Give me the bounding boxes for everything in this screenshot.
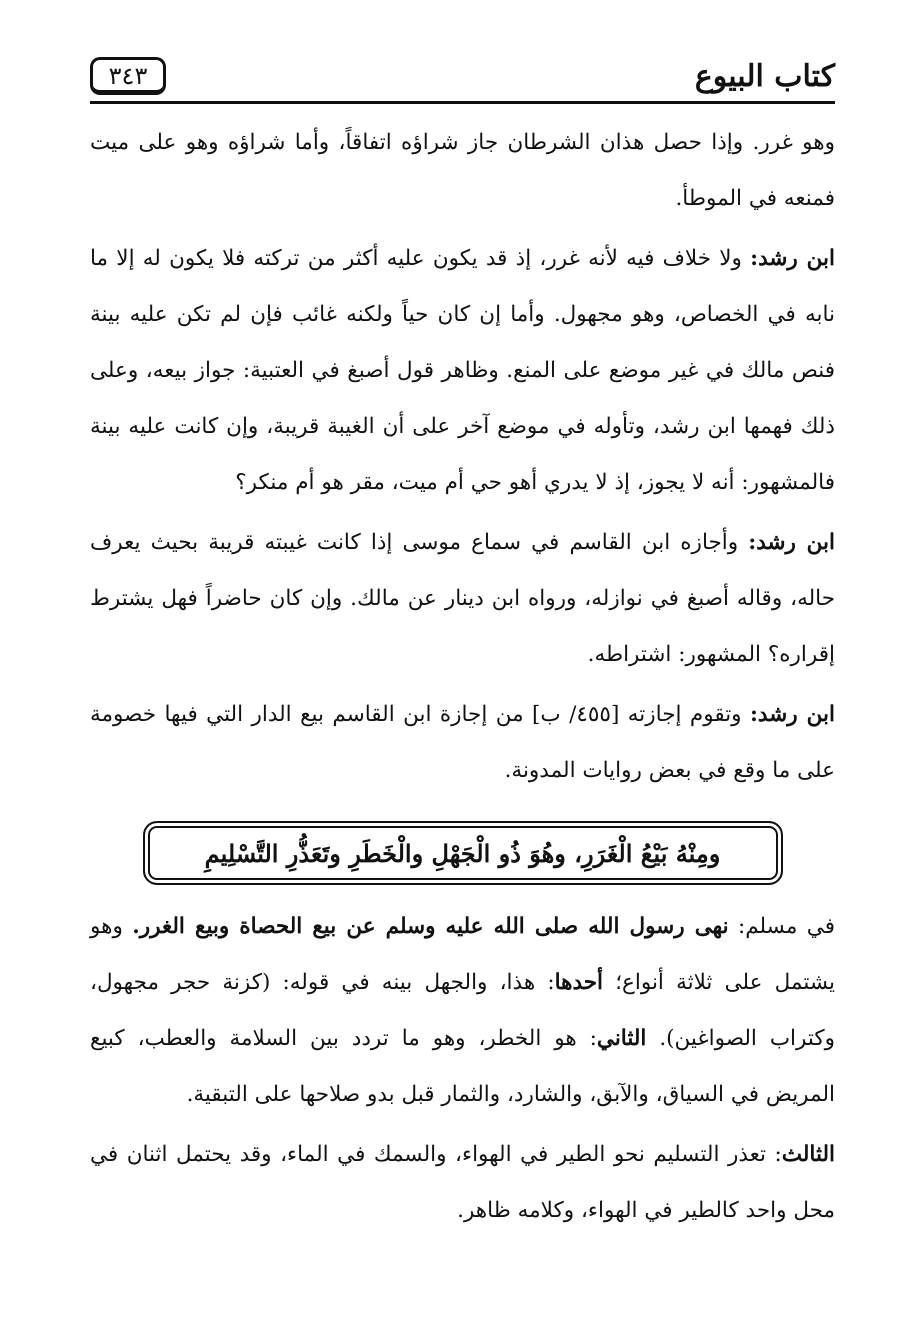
paragraph-3-text: وأجازه ابن القاسم في سماع موسى إذا كانت غيبته قريبة بحيث يعرف حاله، وقاله أصبغ في نوازله، ورواه ابن دينار عن مالك. وإن كان حاضراً فهل يشترط إقراره؟ المشهور: اشتراطه.: [90, 530, 835, 667]
page-body: [90, 115, 835, 1239]
paragraph-6: [90, 1127, 835, 1239]
second-type-label: الثاني: [596, 1026, 647, 1051]
paragraph-5-text: وهو يشتمل على ثلاثة أنواع؛: [90, 914, 835, 995]
matn-heading-box: [143, 821, 783, 885]
paragraph-6-text: : تعذر التسليم نحو الطير في الهواء، والسمك في الماء، وقد يحتمل اثنان في محل واحد كالطير في الهواء، وكلامه ظاهر.: [90, 1142, 835, 1223]
paragraph-1-text: وهو غرر. وإذا حصل هذان الشرطان جاز شراؤه اتفاقاً، وأما شراؤه وهو على ميت فمنعه في الموطأ.: [90, 130, 835, 211]
running-title: كتاب البيوع: [694, 59, 835, 94]
paragraph-4: [90, 687, 835, 799]
page-header: [90, 55, 835, 101]
paragraph-3: [90, 515, 835, 683]
speaker-label: ابن رشد:: [749, 702, 835, 727]
paragraph-4-text: وتقوم إجازته [٤٥٥/ ب] من إجازة ابن القاسم بيع الدار التي فيها خصومة على ما وقع في بعض روايات المدونة.: [90, 702, 835, 783]
paragraph-2-text: ولا خلاف فيه لأنه غرر، إذ قد يكون عليه أكثر من تركته فلا يكون له إلا ما نابه في الخصاص، وهو مجهول. وأما إن كان حياً ولكنه غائب فإن لم تكن عليه بينة فنص مالك في غير موضع على المنع. وظاهر قول أصبغ في العتبية: جواز بيعه، وعلى ذلك فهمها ابن رشد، وتأوله في موضع آخر على أن الغيبة قريبة، وإن كانت عليه بينة فالمشهور: أنه لا يجوز، إذ لا يدري أهو حي أم ميت، مقر هو أم منكر؟: [90, 246, 835, 495]
paragraph-1: [90, 115, 835, 227]
third-type-label: الثالث: [781, 1142, 835, 1167]
speaker-label: ابن رشد:: [750, 246, 835, 271]
paragraph-5-text-2: : هذا، والجهل بينه في قوله: (كزنة حجر مجهول، وكتراب الصواغين).: [90, 970, 836, 1051]
page-number-box: [90, 57, 166, 95]
matn-heading: ومِنْهُ بَيْعُ الْغَرَرِ، وهُوَ ذُو الْجَهْلِ والْخَطَرِ وتَعَذُّرِ التَّسْلِيمِ: [204, 838, 721, 868]
paragraph-2: [90, 231, 835, 511]
first-type-label: أحدها: [554, 970, 604, 995]
paragraph-5-text-3: : هو الخطر، وهو ما تردد بين السلامة والعطب، كبيع المريض في السياق، والآبق، والشارد، والثمار قبل بدو صلاحها على التبقية.: [90, 1026, 835, 1107]
paragraph-5-intro: في مسلم:: [728, 914, 836, 939]
header-rule: [90, 101, 835, 104]
hadith-text: نهى رسول الله صلى الله عليه وسلم عن بيع الحصاة وبيع الغرر.: [132, 914, 729, 939]
paragraph-5: [90, 899, 835, 1123]
speaker-label: ابن رشد:: [748, 530, 836, 555]
page-number: ٣٤٣: [108, 62, 148, 90]
